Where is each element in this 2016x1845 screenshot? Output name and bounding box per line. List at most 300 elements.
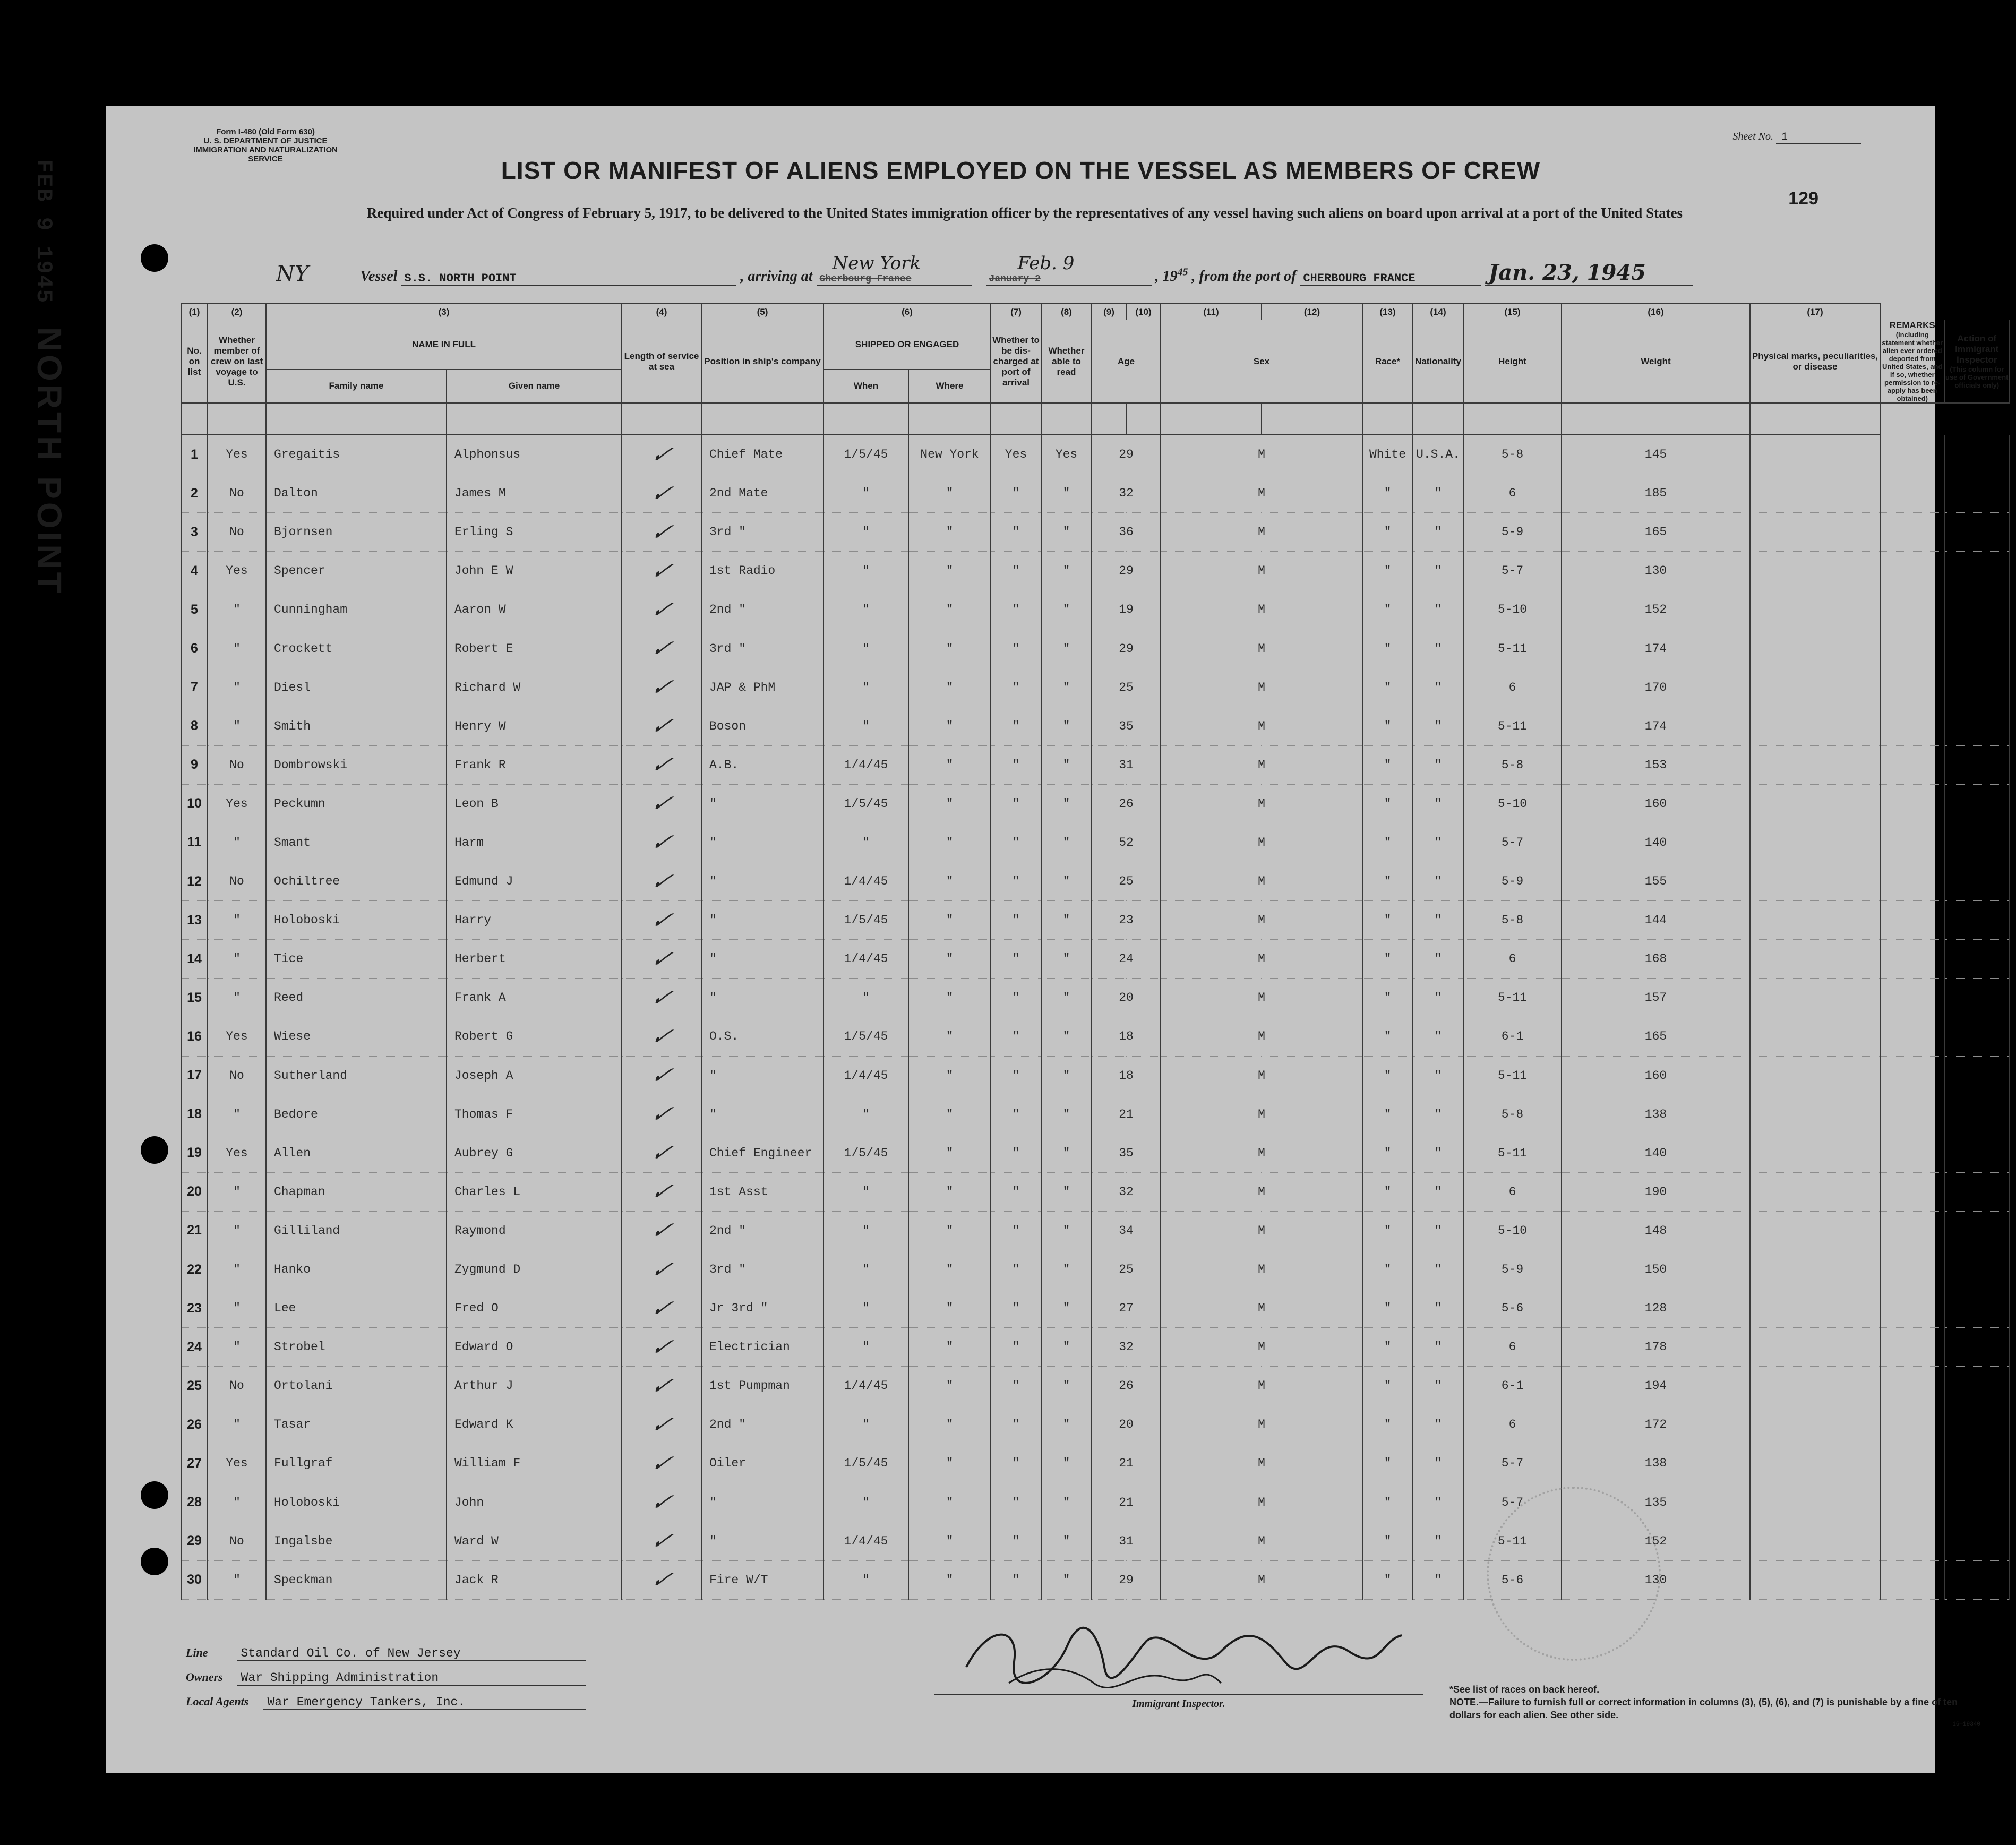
- cell-age: 21: [1092, 1095, 1161, 1134]
- cell-age: 24: [1092, 940, 1161, 979]
- arriving-port-field: [817, 253, 972, 286]
- cell-age: 32: [1092, 1172, 1161, 1211]
- cell-no: 26: [181, 1405, 208, 1444]
- cell-discharged: ": [991, 784, 1041, 823]
- header-race: Race*: [1362, 320, 1413, 403]
- cell-discharged: ": [991, 668, 1041, 707]
- page-title: LIST OR MANIFEST OF ALIENS EMPLOYED ON THE VESSEL AS MEMBERS OF CREW: [501, 157, 1541, 184]
- cell-no: 20: [181, 1172, 208, 1211]
- cell-length-service: [622, 823, 701, 862]
- cell-nationality: ": [1413, 1017, 1463, 1056]
- cell-race: ": [1362, 1250, 1413, 1289]
- cell-race: ": [1362, 1522, 1413, 1560]
- header-given-name: Given name: [447, 370, 622, 403]
- cell-member: ": [208, 1172, 266, 1211]
- cell-position: Chief Mate: [701, 435, 823, 474]
- table-row: [181, 979, 2009, 1017]
- cell-weight: 130: [1562, 552, 1750, 590]
- cell-given-name: Richard W: [447, 668, 622, 707]
- cell-physical-marks: [1750, 1522, 1880, 1560]
- cell-no: 30: [181, 1560, 208, 1599]
- cell-length-service: [622, 1522, 701, 1560]
- cell-race: ": [1362, 1289, 1413, 1328]
- check-mark: ✓: [647, 1372, 676, 1400]
- check-mark: ✓: [647, 1294, 676, 1322]
- margin-note: NY: [276, 262, 309, 286]
- cell-height: 5-8: [1463, 1095, 1562, 1134]
- cell-nationality: ": [1413, 1095, 1463, 1134]
- check-mark: ✓: [647, 945, 676, 973]
- cell-where: ": [908, 1211, 991, 1250]
- cell-age: 32: [1092, 474, 1161, 513]
- cell-nationality: ": [1413, 1483, 1463, 1522]
- cell-when: 1/4/45: [823, 940, 908, 979]
- cell-position: Chief Engineer: [701, 1134, 823, 1172]
- cell-nationality: ": [1413, 1444, 1463, 1483]
- check-mark: ✓: [647, 441, 676, 468]
- cell-race: ": [1362, 1211, 1413, 1250]
- cell-sex: M: [1161, 435, 1362, 474]
- cell-weight: 194: [1562, 1367, 1750, 1405]
- cell-height: 5-6: [1463, 1289, 1562, 1328]
- cell-action: [1945, 1483, 2010, 1522]
- cell-when: ": [823, 1483, 908, 1522]
- cell-nationality: U.S.A.: [1413, 435, 1463, 474]
- cell-age: 26: [1092, 784, 1161, 823]
- check-mark: ✓: [647, 1178, 676, 1206]
- remarks-title: REMARKS: [1889, 320, 1935, 330]
- cell-action: [1945, 1250, 2010, 1289]
- cell-sex: M: [1161, 590, 1362, 629]
- page-subtitle: Required under Act of Congress of February 5, 1917, to be delivered to the United States immigration officer by the representatives of any vessel having such aliens on board upon arrival at a port of the United States: [366, 205, 1683, 221]
- cell-remarks: [1880, 1483, 1945, 1522]
- cell-read: ": [1041, 784, 1092, 823]
- cell-action: [1945, 1172, 2010, 1211]
- cell-sex: M: [1161, 629, 1362, 668]
- cell-action: [1945, 1522, 2010, 1560]
- col-num: (17): [1750, 304, 1880, 321]
- table-row: [181, 552, 2009, 590]
- cell-no: 25: [181, 1367, 208, 1405]
- cell-sex: M: [1161, 1095, 1362, 1134]
- cell-height: 6: [1463, 1405, 1562, 1444]
- cell-when: ": [823, 1289, 908, 1328]
- cell-member: ": [208, 1483, 266, 1522]
- cell-sex: M: [1161, 552, 1362, 590]
- cell-discharged: ": [991, 1560, 1041, 1599]
- table-row: [181, 1405, 2009, 1444]
- cell-physical-marks: [1750, 940, 1880, 979]
- cell-age: 31: [1092, 745, 1161, 784]
- cell-read: ": [1041, 1560, 1092, 1599]
- cell-given-name: Zygmund D: [447, 1250, 622, 1289]
- cell-no: 11: [181, 823, 208, 862]
- cell-remarks: [1880, 552, 1945, 590]
- cell-read: ": [1041, 629, 1092, 668]
- cell-read: ": [1041, 1211, 1092, 1250]
- cell-height: 5-10: [1463, 590, 1562, 629]
- cell-member: No: [208, 862, 266, 901]
- cell-discharged: ": [991, 1289, 1041, 1328]
- side-stamp-date: FEB 9 1945: [31, 159, 56, 304]
- cell-given-name: James M: [447, 474, 622, 513]
- cell-race: ": [1362, 901, 1413, 940]
- agents-label: Local Agents: [186, 1695, 249, 1708]
- col-num: (5): [701, 304, 823, 321]
- cell-no: 16: [181, 1017, 208, 1056]
- cell-height: 6: [1463, 1172, 1562, 1211]
- cell-read: Yes: [1041, 435, 1092, 474]
- cell-where: ": [908, 707, 991, 745]
- cell-physical-marks: [1750, 1444, 1880, 1483]
- cell-family-name: Hanko: [266, 1250, 447, 1289]
- cell-action: [1945, 1405, 2010, 1444]
- cell-age: 36: [1092, 513, 1161, 552]
- cell-no: 21: [181, 1211, 208, 1250]
- header-spacer: [181, 403, 2009, 435]
- cell-discharged: ": [991, 629, 1041, 668]
- form-number: Form I-480 (Old Form 630): [216, 127, 315, 136]
- owners-row: [186, 1670, 586, 1686]
- cell-sex: M: [1161, 1211, 1362, 1250]
- side-stamp-ship: NORTH POINT: [30, 327, 68, 596]
- cell-length-service: [622, 1289, 701, 1328]
- cell-given-name: Aubrey G: [447, 1134, 622, 1172]
- cell-weight: 178: [1562, 1328, 1750, 1367]
- cell-when: ": [823, 979, 908, 1017]
- cell-sex: M: [1161, 823, 1362, 862]
- cell-when: ": [823, 1405, 908, 1444]
- col-num: (3): [266, 304, 622, 321]
- col-num: (16): [1562, 304, 1750, 321]
- cell-weight: 157: [1562, 979, 1750, 1017]
- cell-no: 23: [181, 1289, 208, 1328]
- cell-race: ": [1362, 862, 1413, 901]
- cell-height: 5-11: [1463, 979, 1562, 1017]
- table-row: [181, 707, 2009, 745]
- cell-no: 3: [181, 513, 208, 552]
- table-row: [181, 590, 2009, 629]
- cell-physical-marks: [1750, 1056, 1880, 1095]
- check-mark: ✓: [647, 829, 676, 856]
- cell-given-name: Leon B: [447, 784, 622, 823]
- cell-weight: 153: [1562, 745, 1750, 784]
- cell-height: 6: [1463, 940, 1562, 979]
- cell-when: ": [823, 1560, 908, 1599]
- cell-given-name: Harry: [447, 901, 622, 940]
- table-row: [181, 1444, 2009, 1483]
- inspector-line: [934, 1694, 1423, 1695]
- cell-member: Yes: [208, 1017, 266, 1056]
- cell-nationality: ": [1413, 1405, 1463, 1444]
- cell-position: ": [701, 940, 823, 979]
- cell-action: [1945, 1211, 2010, 1250]
- cell-physical-marks: [1750, 1211, 1880, 1250]
- cell-family-name: Crockett: [266, 629, 447, 668]
- header-family-name: Family name: [266, 370, 447, 403]
- col-num: (8): [1041, 304, 1092, 321]
- cell-physical-marks: [1750, 1095, 1880, 1134]
- cell-member: No: [208, 513, 266, 552]
- table-row: [181, 1095, 2009, 1134]
- cell-length-service: [622, 1483, 701, 1522]
- cell-sex: M: [1161, 1250, 1362, 1289]
- action-subtitle: (This column for use of Government officials only): [1945, 365, 2009, 389]
- cell-action: [1945, 435, 2010, 474]
- cell-physical-marks: [1750, 1405, 1880, 1444]
- cell-family-name: Cunningham: [266, 590, 447, 629]
- cell-no: 18: [181, 1095, 208, 1134]
- cell-given-name: Jack R: [447, 1560, 622, 1599]
- cell-where: ": [908, 1405, 991, 1444]
- table-row: [181, 435, 2009, 474]
- cell-read: ": [1041, 590, 1092, 629]
- cell-no: 5: [181, 590, 208, 629]
- cell-weight: 160: [1562, 1056, 1750, 1095]
- check-mark: ✓: [647, 1528, 676, 1555]
- cell-where: ": [908, 862, 991, 901]
- cell-sex: M: [1161, 1522, 1362, 1560]
- cell-height: 5-7: [1463, 1483, 1562, 1522]
- cell-action: [1945, 707, 2010, 745]
- cell-length-service: [622, 1405, 701, 1444]
- cell-when: ": [823, 1250, 908, 1289]
- cell-remarks: [1880, 474, 1945, 513]
- cell-no: 28: [181, 1483, 208, 1522]
- cell-given-name: Harm: [447, 823, 622, 862]
- col-num: (14): [1413, 304, 1463, 321]
- cell-age: 29: [1092, 435, 1161, 474]
- cell-sex: M: [1161, 1560, 1362, 1599]
- cell-no: 17: [181, 1056, 208, 1095]
- header-when: When: [823, 370, 908, 403]
- cell-read: ": [1041, 1483, 1092, 1522]
- cell-length-service: [622, 474, 701, 513]
- cell-when: ": [823, 1172, 908, 1211]
- table-row: [181, 823, 2009, 862]
- check-mark: ✓: [647, 906, 676, 934]
- cell-discharged: ": [991, 1095, 1041, 1134]
- table-row: [181, 1483, 2009, 1522]
- cell-physical-marks: [1750, 474, 1880, 513]
- cell-remarks: [1880, 668, 1945, 707]
- cell-length-service: [622, 629, 701, 668]
- cell-read: ": [1041, 1444, 1092, 1483]
- cell-action: [1945, 1367, 2010, 1405]
- cell-physical-marks: [1750, 1134, 1880, 1172]
- header-nationality: Nationality: [1413, 320, 1463, 403]
- cell-height: 5-11: [1463, 707, 1562, 745]
- check-mark: ✓: [647, 557, 676, 585]
- cell-where: ": [908, 629, 991, 668]
- cell-remarks: [1880, 745, 1945, 784]
- cell-remarks: [1880, 1017, 1945, 1056]
- cell-nationality: ": [1413, 1367, 1463, 1405]
- cell-remarks: [1880, 901, 1945, 940]
- cell-weight: 152: [1562, 590, 1750, 629]
- action-title: Action of Immigrant Inspector: [1955, 333, 1999, 365]
- cell-family-name: Ochiltree: [266, 862, 447, 901]
- manifest-sheet: [106, 106, 2009, 1773]
- cell-discharged: ": [991, 1056, 1041, 1095]
- table-row: [181, 1367, 2009, 1405]
- cell-family-name: Smith: [266, 707, 447, 745]
- cell-length-service: [622, 1328, 701, 1367]
- cell-weight: 138: [1562, 1444, 1750, 1483]
- col-num: (13): [1362, 304, 1413, 321]
- cell-weight: 130: [1562, 1560, 1750, 1599]
- cell-where: ": [908, 1289, 991, 1328]
- cell-member: No: [208, 1367, 266, 1405]
- cell-where: ": [908, 901, 991, 940]
- check-mark: ✓: [647, 1489, 676, 1516]
- cell-position: ": [701, 1483, 823, 1522]
- cell-sex: M: [1161, 668, 1362, 707]
- cell-race: ": [1362, 707, 1413, 745]
- check-mark: ✓: [647, 635, 676, 663]
- cell-nationality: ": [1413, 474, 1463, 513]
- binder-hole: [141, 1548, 168, 1575]
- cell-physical-marks: [1750, 823, 1880, 862]
- cell-nationality: ": [1413, 1134, 1463, 1172]
- cell-read: ": [1041, 668, 1092, 707]
- cell-length-service: [622, 1172, 701, 1211]
- cell-race: ": [1362, 1328, 1413, 1367]
- cell-member: ": [208, 1211, 266, 1250]
- cell-age: 20: [1092, 979, 1161, 1017]
- cell-position: Electrician: [701, 1328, 823, 1367]
- cell-height: 5-9: [1463, 1250, 1562, 1289]
- cell-no: 22: [181, 1250, 208, 1289]
- header-age: Age: [1092, 320, 1161, 403]
- cell-nationality: ": [1413, 1250, 1463, 1289]
- cell-member: No: [208, 1056, 266, 1095]
- cell-race: White: [1362, 435, 1413, 474]
- cell-nationality: ": [1413, 1172, 1463, 1211]
- cell-where: ": [908, 823, 991, 862]
- cell-action: [1945, 590, 2010, 629]
- cell-discharged: ": [991, 707, 1041, 745]
- cell-physical-marks: [1750, 1560, 1880, 1599]
- cell-age: 35: [1092, 707, 1161, 745]
- cell-race: ": [1362, 1405, 1413, 1444]
- cell-sex: M: [1161, 1367, 1362, 1405]
- cell-where: ": [908, 784, 991, 823]
- cell-physical-marks: [1750, 1017, 1880, 1056]
- cell-member: Yes: [208, 1444, 266, 1483]
- cell-sex: M: [1161, 862, 1362, 901]
- cell-no: 8: [181, 707, 208, 745]
- cell-sex: M: [1161, 1134, 1362, 1172]
- cell-height: 5-7: [1463, 823, 1562, 862]
- cell-family-name: Holoboski: [266, 1483, 447, 1522]
- cell-member: No: [208, 745, 266, 784]
- cell-physical-marks: [1750, 1483, 1880, 1522]
- table-row: [181, 1522, 2009, 1560]
- cell-action: [1945, 901, 2010, 940]
- table-row: [181, 1560, 2009, 1599]
- cell-position: Jr 3rd ": [701, 1289, 823, 1328]
- cell-position: Oiler: [701, 1444, 823, 1483]
- cell-physical-marks: [1750, 590, 1880, 629]
- cell-where: ": [908, 1172, 991, 1211]
- cell-family-name: Spencer: [266, 552, 447, 590]
- cell-where: ": [908, 940, 991, 979]
- cell-family-name: Ingalsbe: [266, 1522, 447, 1560]
- cell-action: [1945, 668, 2010, 707]
- cell-read: ": [1041, 1289, 1092, 1328]
- cell-length-service: [622, 1211, 701, 1250]
- cell-where: ": [908, 1095, 991, 1134]
- cell-read: ": [1041, 1405, 1092, 1444]
- cell-nationality: ": [1413, 784, 1463, 823]
- cell-sex: M: [1161, 474, 1362, 513]
- cell-height: 6: [1463, 668, 1562, 707]
- cell-no: 2: [181, 474, 208, 513]
- vessel-label: Vessel: [360, 268, 398, 285]
- cell-height: 6-1: [1463, 1367, 1562, 1405]
- cell-member: Yes: [208, 552, 266, 590]
- col-num: (6): [823, 304, 991, 321]
- cell-family-name: Tasar: [266, 1405, 447, 1444]
- print-code: 16—19340: [1952, 1721, 1980, 1728]
- cell-where: ": [908, 1017, 991, 1056]
- cell-age: 20: [1092, 1405, 1161, 1444]
- cell-length-service: [622, 668, 701, 707]
- cell-when: ": [823, 707, 908, 745]
- cell-where: ": [908, 668, 991, 707]
- cell-length-service: [622, 901, 701, 940]
- cell-given-name: John: [447, 1483, 622, 1522]
- check-mark: ✓: [647, 713, 676, 740]
- cell-weight: 168: [1562, 940, 1750, 979]
- col-num: (12): [1262, 304, 1362, 321]
- cell-family-name: Dombrowski: [266, 745, 447, 784]
- cell-nationality: ": [1413, 1289, 1463, 1328]
- cell-given-name: Edmund J: [447, 862, 622, 901]
- cell-nationality: ": [1413, 1328, 1463, 1367]
- cell-given-name: Charles L: [447, 1172, 622, 1211]
- cell-read: ": [1041, 707, 1092, 745]
- cell-given-name: Alphonsus: [447, 435, 622, 474]
- header-action: [1945, 320, 2010, 403]
- header-sex: Sex: [1161, 320, 1362, 403]
- cell-member: ": [208, 1289, 266, 1328]
- cell-given-name: Robert E: [447, 629, 622, 668]
- cell-length-service: [622, 1367, 701, 1405]
- header-position: Position in ship's company: [701, 320, 823, 403]
- cell-given-name: Thomas F: [447, 1095, 622, 1134]
- cell-age: 18: [1092, 1017, 1161, 1056]
- cell-member: ": [208, 979, 266, 1017]
- cell-weight: 174: [1562, 707, 1750, 745]
- cell-given-name: Frank A: [447, 979, 622, 1017]
- cell-read: ": [1041, 1250, 1092, 1289]
- cell-length-service: [622, 590, 701, 629]
- cell-position: ": [701, 1095, 823, 1134]
- cell-sex: M: [1161, 979, 1362, 1017]
- owners-label: Owners: [186, 1670, 223, 1684]
- cell-weight: 165: [1562, 1017, 1750, 1056]
- cell-where: ": [908, 1134, 991, 1172]
- cell-discharged: ": [991, 1172, 1041, 1211]
- cell-weight: 152: [1562, 1522, 1750, 1560]
- cell-no: 4: [181, 552, 208, 590]
- cell-age: 18: [1092, 1056, 1161, 1095]
- cell-where: ": [908, 474, 991, 513]
- cell-length-service: [622, 784, 701, 823]
- cell-family-name: Speckman: [266, 1560, 447, 1599]
